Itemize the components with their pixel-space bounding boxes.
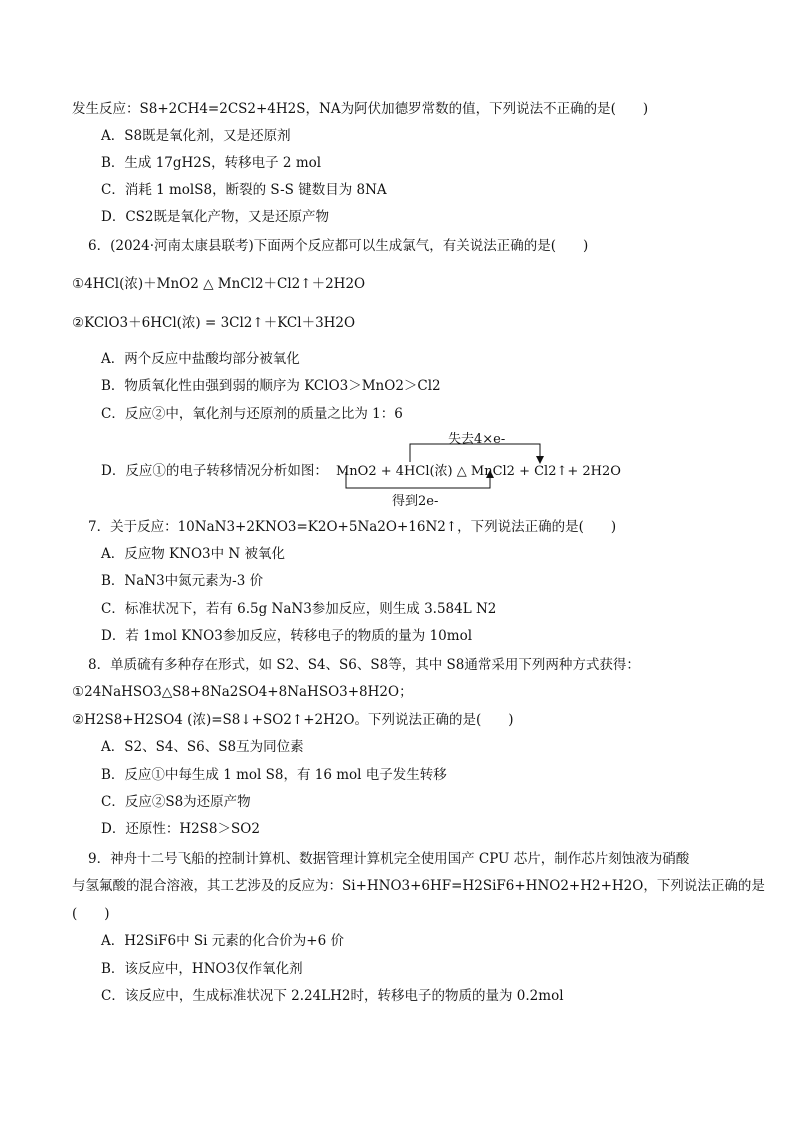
question-5-option-a: A．S8既是氧化剂，又是还原剂 — [101, 128, 291, 144]
electron-transfer-diagram — [330, 428, 630, 512]
question-7-option-c: C．标准状况下，若有 6.5g NaN3参加反应，则生成 3.584L N2 — [101, 601, 497, 617]
question-9-option-a: A．H2SiF6中 Si 元素的化合价为+6 价 — [101, 933, 344, 949]
question-8-option-b: B．反应①中每生成 1 mol S8，有 16 mol 电子发生转移 — [101, 767, 447, 783]
question-7-option-b: B．NaN3中氮元素为-3 价 — [101, 573, 264, 589]
question-8-option-a: A．S2、S4、S6、S8互为同位素 — [101, 739, 304, 755]
question-8-reaction-2: ②H2S8+H2SO4 (浓)=S8↓+SO2↑+2H2O。下列说法正确的是( ) — [72, 712, 514, 728]
question-5-option-b: B．生成 17gH2S，转移电子 2 mol — [101, 155, 322, 171]
question-8-stem: 8．单质硫有多种存在形式，如 S2、S4、S6、S8等，其中 S8通常采用下列两种方式获得： — [88, 657, 640, 673]
question-5-stem: 发生反应：S8+2CH4=2CS2+4H2S，NA为阿伏加德罗常数的值，下列说法不正确的是( ) — [72, 101, 649, 117]
question-7-stem: 7．关于反应：10NaN3+2KNO3=K2O+5Na2O+16N2↑，下列说法正确的是( ) — [88, 519, 617, 535]
electron-lost-label: 失去4×e- — [448, 432, 506, 447]
question-5-option-c: C．消耗 1 molS8，断裂的 S-S 键数目为 8NA — [101, 182, 387, 198]
question-6-option-c: C．反应②中，氧化剂与还原剂的质量之比为 1：6 — [101, 406, 403, 422]
question-8-option-d: D．还原性：H2S8＞SO2 — [101, 821, 260, 837]
question-6-option-a: A．两个反应中盐酸均部分被氧化 — [101, 351, 300, 367]
question-6-option-d: D．反应①的电子转移情况分析如图： — [101, 463, 328, 479]
question-5-option-d: D．CS2既是氧化产物，又是还原产物 — [101, 209, 329, 225]
question-6-stem: 6．(2024·河南太康县联考)下面两个反应都可以生成氯气，有关说法正确的是( ) — [88, 238, 589, 254]
question-7-option-a: A．反应物 KNO3中 N 被氧化 — [101, 546, 285, 562]
question-6-reaction-1: ①4HCl(浓)＋MnO2 △ MnCl2＋Cl2↑＋2H2O — [72, 276, 366, 292]
question-6-option-b: B．物质氧化性由强到弱的顺序为 KClO3＞MnO2＞Cl2 — [101, 378, 441, 394]
question-8-option-c: C．反应②S8为还原产物 — [101, 794, 251, 810]
question-9-option-b: B．该反应中，HNO3仅作氧化剂 — [101, 961, 303, 977]
electron-gained-label: 得到2e- — [392, 494, 439, 509]
question-7-option-d: D．若 1mol KNO3参加反应，转移电子的物质的量为 10mol — [101, 628, 473, 644]
question-9-stem-line-3: ( ) — [72, 906, 110, 922]
electron-transfer-equation: MnO2 + 4HCl(浓) △ MnCl2 + Cl2↑+ 2H2O — [336, 464, 621, 479]
question-9-option-c: C．该反应中，生成标准状况下 2.24LH2时，转移电子的物质的量为 0.2mol — [101, 988, 564, 1004]
question-6-reaction-2: ②KClO3＋6HCl(浓) = 3Cl2↑＋KCl＋3H2O — [72, 315, 356, 331]
question-9-stem-line-2: 与氢氟酸的混合溶液，其工艺涉及的反应为：Si+HNO3+6HF=H2SiF6+HNO2+H2+H2O，下列说法正确的是 — [72, 878, 765, 894]
question-8-reaction-1: ①24NaHSO3△S8+8Na2SO4+8NaHSO3+8H2O； — [72, 684, 413, 700]
question-9-stem-line-1: 9．神舟十二号飞船的控制计算机、数据管理计算机完全使用国产 CPU 芯片，制作芯片刻蚀液为硝酸 — [88, 851, 690, 867]
